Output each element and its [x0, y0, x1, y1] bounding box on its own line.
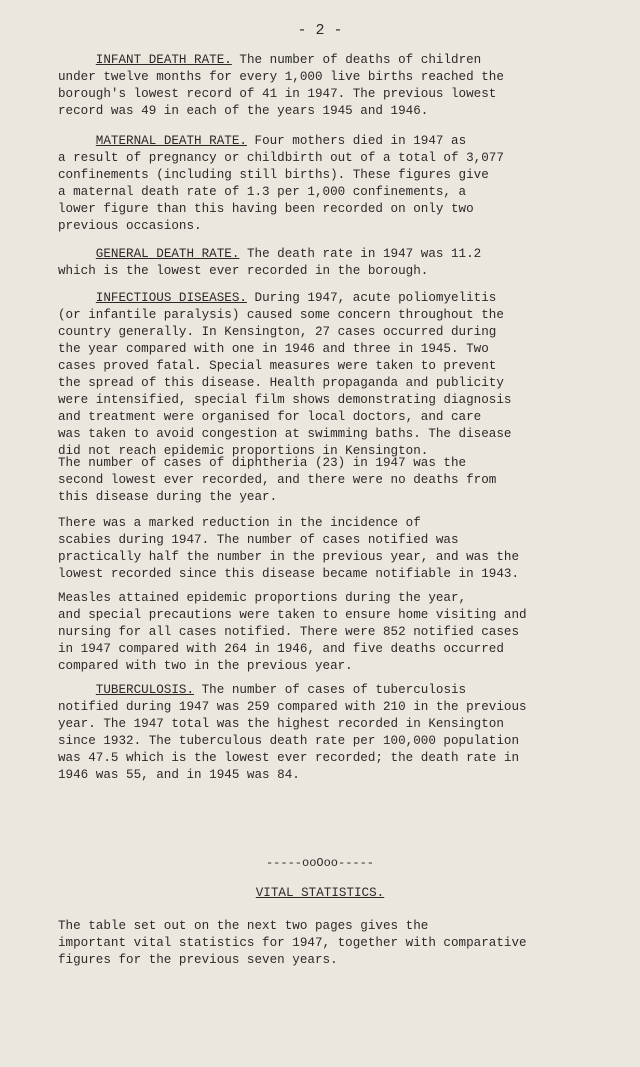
vital-statistics-heading-line — [0, 885, 640, 902]
section-separator: -----ooOoo----- — [265, 856, 375, 870]
diphtheria-paragraph: The number of cases of diphtheria (23) in 1947 was the second lowest ever recorded, and there were no deaths from this disease during the year. — [58, 456, 497, 504]
tuberculosis-heading: TUBERCULOSIS. — [95, 683, 195, 697]
infectious-diseases-heading: INFECTIOUS DISEASES. — [95, 291, 247, 305]
maternal-death-rate-heading: MATERNAL DEATH RATE. — [95, 134, 247, 148]
general-death-rate-text: The death rate in 1947 was 11.2 which is the lowest ever recorded in the borough. — [58, 247, 482, 278]
general-death-rate-heading: GENERAL DEATH RATE. — [95, 247, 240, 261]
infant-death-rate-text: The number of deaths of children under twelve months for every 1,000 live births reached the borough's lowest record of 41 in 1947. The previous lowest record was 49 in each of the years 1945 and 1946. — [58, 53, 504, 118]
vital-statistics-paragraph: The table set out on the next two pages gives the important vital statistics for 1947, together with comparative figures for the previous seven years. — [58, 919, 527, 967]
infectious-diseases-paragraph — [58, 290, 598, 460]
infant-death-rate-heading: INFANT DEATH RATE. — [95, 53, 232, 67]
measles-paragraph: Measles attained epidemic proportions during the year, and special precautions were taken to ensure home visiting and nursing for all cases notified. There were 852 notified cases in 1947 compared with 264 in 1946, and five deaths occurred compared with two in the previous year. — [58, 591, 527, 673]
page-number: - 2 - — [297, 22, 343, 39]
infant-death-rate-paragraph — [58, 52, 598, 120]
general-death-rate-paragraph — [58, 246, 598, 280]
maternal-death-rate-paragraph — [58, 133, 598, 235]
tuberculosis-paragraph — [58, 682, 598, 784]
maternal-death-rate-text: Four mothers died in 1947 as a result of pregnancy or childbirth out of a total of 3,077 confinements (including still births). These figures give a maternal death rate of 1.3 per 1,000 confinements, a lower figure than this having been recorded on only two previous occasions. — [58, 134, 504, 233]
vital-statistics-heading: VITAL STATISTICS. — [255, 886, 385, 900]
scabies-paragraph: There was a marked reduction in the incidence of scabies during 1947. The number of cases notified was practically half the number in the previous year, and was the lowest recorded since this disease became notifiable in 1943. — [58, 516, 520, 581]
tuberculosis-text: The number of cases of tuberculosis notified during 1947 was 259 compared with 210 in the previous year. The 1947 total was the highest recorded in Kensington since 1932. The tuberculous death rate per 100,000 population was 47.5 which is the lowest ever recorded; the death rate in 1946 was 55, and in 1945 was 84. — [58, 683, 527, 782]
infectious-diseases-text: During 1947, acute poliomyelitis (or infantile paralysis) caused some concern throughout the country generally. In Kensington, 27 cases occurred during the year compared with one in 1946 and three in 1945. Two cases proved fatal. Special measures were taken to prevent the spread of this disease. Health propaganda and publicity were intensified, special film shows demonstrating diagnosis and treatment were organised for local doctors, and care was taken to avoid congestion at swimming baths. The disease did not reach epidemic proportions in Kensington. — [58, 291, 512, 458]
